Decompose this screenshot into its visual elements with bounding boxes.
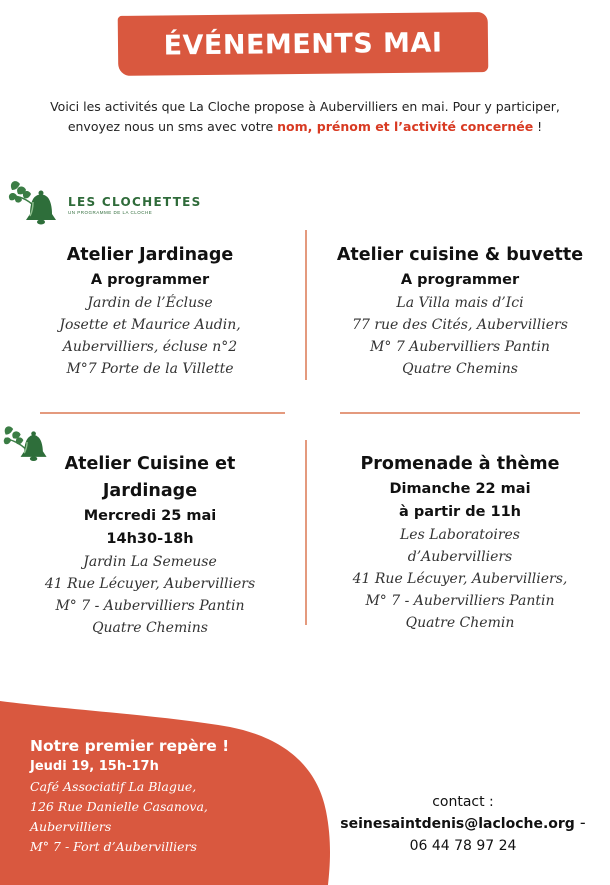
intro-line-2 (40, 117, 570, 137)
event-place: Josette et Maurice Audin, (59, 317, 241, 333)
event-atelier-jardinage (20, 242, 280, 380)
contact-block (318, 791, 608, 857)
vertical-divider-bottom (305, 440, 307, 625)
event-name: Atelier cuisine & buvette (336, 245, 584, 265)
logo-subtitle: UN PROGRAMME DE LA CLOCHE (68, 210, 153, 215)
intro-highlight: nom, prénom et l’activité concernée (277, 119, 534, 134)
contact-email-line (318, 813, 608, 835)
intro-line-1: Voici les activités que La Cloche propose à Aubervilliers en mai. Pour y participer, (50, 99, 560, 114)
event-place: M° 7 - Aubervilliers Pantin (55, 598, 245, 614)
premier-repere (30, 735, 229, 857)
event-place: Quatre Chemin (405, 615, 515, 631)
event-place: Jardin La Semeuse (83, 554, 217, 570)
event-place: M° 7 - Aubervilliers Pantin (365, 593, 555, 609)
event-place: 41 Rue Lécuyer, Aubervilliers (44, 576, 256, 592)
event-place: La Villa mais d’Ici (396, 295, 524, 311)
event-schedule: A programmer (400, 272, 520, 288)
contact-phone[interactable]: 06 44 78 97 24 (409, 838, 517, 854)
repere-line: 126 Rue Danielle Casanova, (30, 799, 208, 814)
event-schedule: 14h30-18h (106, 531, 194, 547)
event-schedule: Dimanche 22 mai (389, 481, 531, 497)
event-name: Promenade à thème (360, 454, 560, 474)
horizontal-divider-right (340, 412, 580, 414)
event-name: Atelier Jardinage (66, 245, 234, 265)
event-place: 77 rue des Cités, Aubervilliers (352, 317, 568, 333)
title-banner (118, 12, 489, 76)
event-place: Quatre Chemins (92, 620, 208, 636)
event-place: M° 7 Aubervilliers Pantin (370, 339, 550, 355)
repere-line: Café Associatif La Blague, (30, 779, 197, 794)
les-clochettes-logo (6, 176, 202, 228)
vertical-divider-top (305, 230, 307, 380)
event-place: 41 Rue Lécuyer, Aubervilliers, (352, 571, 568, 587)
event-place: Aubervilliers, écluse n°2 (62, 339, 238, 355)
contact-email[interactable]: seinesaintdenis@lacloche.org (340, 816, 575, 832)
repere-line: Aubervilliers (30, 819, 112, 834)
repere-schedule: Jeudi 19, 15h-17h (30, 759, 159, 774)
logo-title: LES CLOCHETTES (68, 195, 202, 209)
event-name: Atelier Cuisine et (64, 454, 236, 474)
bell-icon (6, 176, 62, 228)
event-place: Quatre Chemins (402, 361, 518, 377)
event-place: M°7 Porte de la Villette (66, 361, 234, 377)
event-place: Les Laboratoires (400, 527, 520, 543)
page-title: ÉVÉNEMENTS MAI (163, 27, 443, 61)
event-place: d’Aubervilliers (407, 549, 513, 565)
event-place: Jardin de l’Écluse (87, 295, 213, 311)
repere-title: Notre premier repère ! (30, 737, 230, 755)
event-atelier-cuisine-jardinage (20, 451, 280, 639)
contact-email-suffix: - (574, 813, 586, 832)
event-schedule: Mercredi 25 mai (83, 508, 217, 524)
contact-label: contact : (432, 794, 494, 810)
intro-line-2-start: envoyez nous un sms avec votre (67, 119, 278, 134)
repere-line: M° 7 - Fort d’Aubervilliers (30, 839, 197, 854)
event-schedule: à partir de 11h (398, 504, 521, 520)
event-atelier-cuisine-buvette (320, 242, 600, 380)
event-name: Jardinage (102, 481, 198, 501)
logo-text (68, 195, 202, 215)
event-schedule: A programmer (90, 272, 210, 288)
intro-line-2-end: ! (533, 119, 543, 134)
intro-text (40, 97, 570, 137)
horizontal-divider-left (40, 412, 285, 414)
event-promenade-theme (320, 451, 600, 634)
